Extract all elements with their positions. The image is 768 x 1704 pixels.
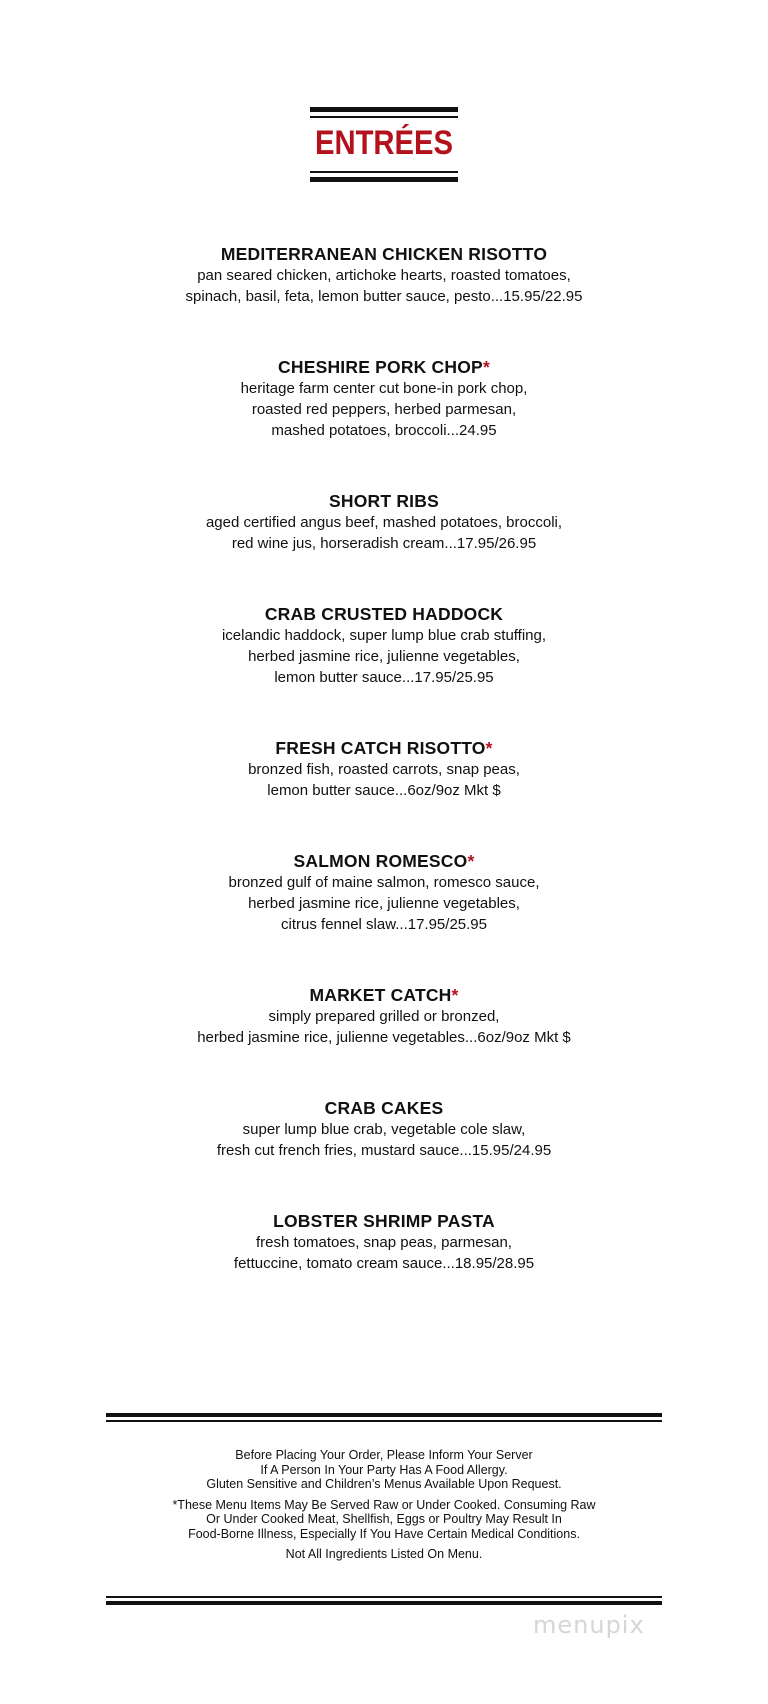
item-description-line: aged certified angus beef, mashed potatoes, broccoli, (205, 514, 563, 531)
item-description-line: mashed potatoes, broccoli...24.95 (271, 422, 497, 439)
raw-warning-star: * (467, 851, 475, 871)
raw-warning-star: * (485, 738, 493, 758)
header-bottom-rule-thick (310, 177, 458, 182)
item-description-line: lemon butter sauce...6oz/9oz Mkt $ (267, 782, 501, 799)
item-name: CRAB CRUSTED HADDOCK (264, 604, 504, 624)
header-bottom-rule-thin (310, 171, 458, 173)
item-description-line: spinach, basil, feta, lemon butter sauce, pesto...15.95/22.95 (185, 288, 583, 305)
item-description-line: bronzed gulf of maine salmon, romesco sauce, (228, 874, 540, 891)
allergy-paragraph: Before Placing Your Order, Please Inform Your Server If A Person In Your Party Has A Food Allergy. Gluten Sensitive and Children’s Menus Available Upon Request. (206, 1448, 562, 1491)
item-description-line: herbed jasmine rice, julienne vegetables, (248, 648, 520, 665)
ingredients-notice: Not All Ingredients Listed On Menu. (285, 1547, 483, 1561)
item-description-line: roasted red peppers, herbed parmesan, (251, 401, 517, 418)
footer-top-rule-thick (106, 1413, 662, 1417)
item-description-line: fettuccine, tomato cream sauce...18.95/28.95 (233, 1255, 535, 1272)
raw-warning-star: * (451, 985, 459, 1005)
menu-item (0, 490, 768, 554)
footer-bottom-rule-thin (106, 1596, 662, 1598)
watermark: menupix (533, 1611, 645, 1639)
item-description-line: lemon butter sauce...17.95/25.95 (274, 669, 494, 686)
menu-item (0, 243, 768, 307)
item-description-line: pan seared chicken, artichoke hearts, roasted tomatoes, (197, 267, 571, 284)
menu-item (0, 603, 768, 688)
menu-item (0, 1210, 768, 1274)
item-description-line: fresh tomatoes, snap peas, parmesan, (256, 1234, 512, 1251)
item-description-line: bronzed fish, roasted carrots, snap peas, (248, 761, 520, 778)
item-description-line: herbed jasmine rice, julienne vegetables...6oz/9oz Mkt $ (197, 1029, 571, 1046)
item-description-line: icelandic haddock, super lump blue crab stuffing, (221, 627, 547, 644)
header-top-rule-thick (310, 107, 458, 112)
item-description-line: herbed jasmine rice, julienne vegetables, (248, 895, 520, 912)
item-name: MEDITERRANEAN CHICKEN RISOTTO (220, 244, 548, 264)
item-name: MARKET CATCH (309, 985, 452, 1005)
raw-warning-star: * (482, 357, 490, 377)
item-description-line: citrus fennel slaw...17.95/25.95 (281, 916, 487, 933)
footer-top-rule-thin (106, 1420, 662, 1422)
item-description-line: fresh cut french fries, mustard sauce...15.95/24.95 (216, 1142, 552, 1159)
footer-bottom-rule-thick (106, 1601, 662, 1605)
header-top-rule-thin (310, 116, 458, 118)
page-title: ENTRÉES (314, 124, 454, 162)
item-name: FRESH CATCH RISOTTO (275, 738, 486, 758)
item-description-line: heritage farm center cut bone-in pork chop, (240, 380, 528, 397)
item-description-line: simply prepared grilled or bronzed, (268, 1008, 500, 1025)
item-name: CRAB CAKES (324, 1098, 444, 1118)
menu-item (0, 984, 768, 1048)
menu-item (0, 356, 768, 441)
item-name: SALMON ROMESCO (293, 851, 468, 871)
item-name: SHORT RIBS (329, 491, 439, 511)
allergy-notice (0, 1448, 768, 1568)
menu-item (0, 850, 768, 935)
item-description-line: super lump blue crab, vegetable cole slaw, (242, 1121, 526, 1138)
item-name: LOBSTER SHRIMP PASTA (273, 1211, 495, 1231)
raw-food-warning: *These Menu Items May Be Served Raw or Under Cooked. Consuming Raw Or Under Cooked Meat, Shellfish, Eggs or Poultry May Result In Food-Borne Illness, Especially If You Have Certain Medical Conditions. (172, 1497, 596, 1541)
item-name: CHESHIRE PORK CHOP (278, 357, 483, 377)
menu-item (0, 737, 768, 801)
item-description-line: red wine jus, horseradish cream...17.95/26.95 (231, 535, 537, 552)
menu-item (0, 1097, 768, 1161)
